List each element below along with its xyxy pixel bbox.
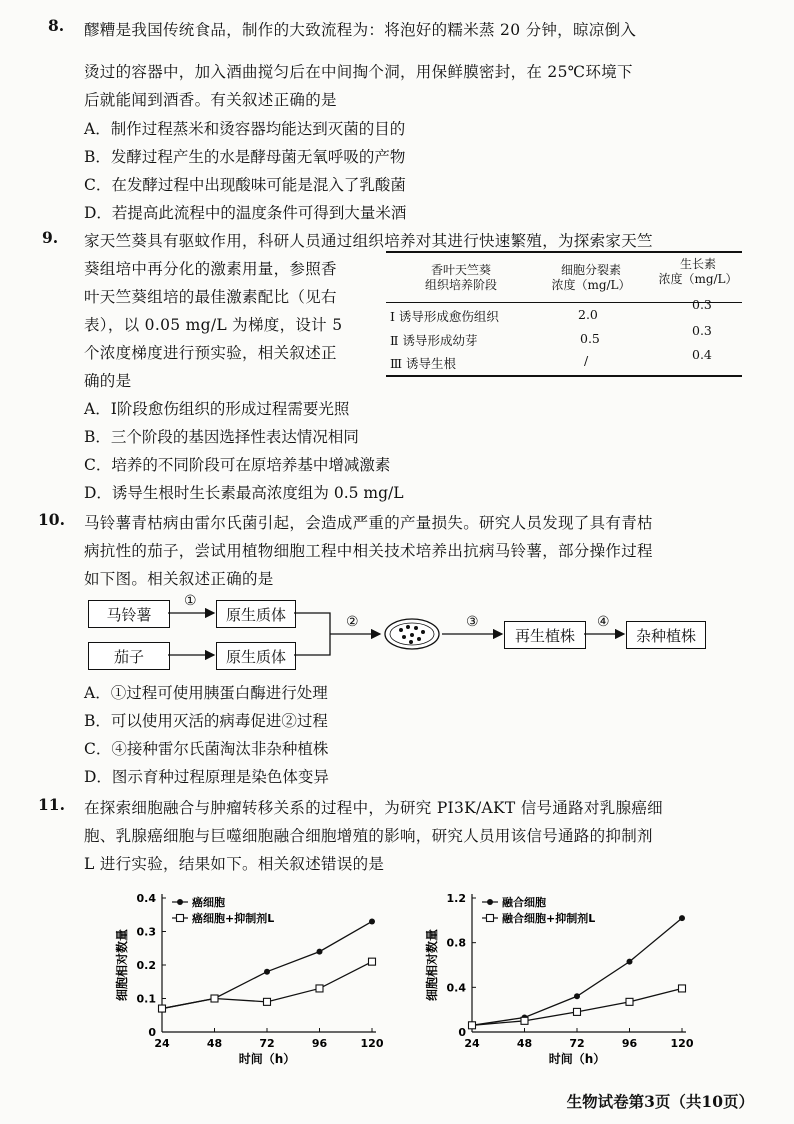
q10-stem-line: 病抗性的茄子，尝试用植物细胞工程中相关技术培养出抗病马铃薯，部分操作过程 [84, 542, 653, 560]
page-footer: 生物试卷第3页（共10页） [566, 1092, 754, 1111]
legend-marker-filled [177, 899, 183, 905]
x-tick-label: 48 [516, 1037, 533, 1050]
data-point-open [574, 1008, 581, 1015]
q10-option-a: A．①过程可使用胰蛋白酶进行处理 [84, 684, 328, 702]
q8-stem-line: 后就能闻到酒香。有关叙述正确的是 [84, 91, 337, 109]
step-label-1: ① [184, 593, 197, 609]
cell-dot [421, 630, 425, 634]
q8-option-a: A．制作过程蒸米和烫容器均能达到灭菌的目的 [84, 120, 406, 138]
potato-box: 马铃薯 [88, 600, 170, 628]
q9-option-c: C．培养的不同阶段可在原培养基中增减激素 [84, 456, 391, 474]
legend-marker-open [177, 915, 184, 922]
q8-stem-line: 醪糟是我国传统食品，制作的大致流程为：将泡好的糯米蒸 20 分钟，晾凉倒入 [84, 21, 637, 39]
q8-number: 8. [48, 16, 65, 35]
y-tick-label: 1.2 [446, 892, 466, 905]
cell-dot [414, 626, 418, 630]
data-point-open [316, 985, 323, 992]
q10-option-c: C．④接种雷尔氏菌淘汰非杂种植株 [84, 740, 329, 758]
y-tick-label: 0.8 [446, 936, 466, 950]
chart-fusion-cells [420, 880, 710, 1075]
table-header-stage-line1: 香叶天竺葵 [430, 263, 491, 277]
cell-dot [410, 633, 414, 637]
table-row-auxin: 0.3 [692, 323, 712, 338]
q10-stem-line: 马铃薯青枯病由雷尔氏菌引起，会造成严重的产量损失。研究人员发现了具有青枯 [84, 514, 653, 532]
y-tick-label: 0.2 [136, 959, 156, 972]
legend-label: 癌细胞 [192, 896, 225, 909]
table-header-auxin-line2: 浓度（mg/L） [658, 272, 738, 286]
q9-stem-line: 表），以 0.05 mg/L 为梯度，设计 5 [84, 316, 343, 334]
cell-dot [399, 628, 403, 632]
y-axis-label: 细胞相对数量 [115, 928, 129, 1002]
table-row-cytokinin: / [584, 353, 589, 368]
q11-number: 11. [38, 795, 65, 814]
table-header-stage-line2: 组织培养阶段 [424, 278, 497, 292]
data-point-filled [574, 993, 580, 999]
data-point-filled [679, 915, 685, 921]
protoplast-box-2: 原生质体 [216, 642, 296, 670]
data-point-open [626, 998, 633, 1005]
q10-stem-line: 如下图。相关叙述正确的是 [84, 570, 274, 588]
table-row-auxin: 0.3 [692, 297, 712, 312]
q11-stem-line: L 进行实验，结果如下。相关叙述错误的是 [84, 855, 385, 873]
q9-stem-line: 葵组培中再分化的激素用量，参照香 [84, 260, 337, 278]
data-point-open [211, 995, 218, 1002]
legend-label: 癌细胞+抑制剂L [192, 912, 275, 925]
x-tick-label: 24 [464, 1037, 480, 1050]
legend-marker-filled [487, 899, 493, 905]
step-label-3: ③ [466, 614, 479, 630]
data-point-filled [627, 959, 633, 965]
series-line [162, 921, 372, 1008]
merge-bracket [294, 613, 330, 655]
x-tick-label: 72 [569, 1037, 585, 1050]
data-point-filled [317, 949, 323, 955]
y-tick-label: 0 [458, 1026, 466, 1039]
y-tick-label: 0.1 [136, 992, 156, 1006]
q9-number: 9. [42, 228, 59, 247]
legend-marker-open [487, 915, 494, 922]
q10-option-b: B．可以使用灭活的病毒促进②过程 [84, 712, 328, 730]
q9-stem-line: 个浓度梯度进行预实验，相关叙述正 [84, 344, 337, 362]
data-point-filled [264, 969, 270, 975]
x-tick-label: 48 [206, 1037, 223, 1050]
q8-option-d: D．若提高此流程中的温度条件可得到大量米酒 [84, 204, 407, 222]
x-tick-label: 120 [360, 1037, 384, 1050]
hybrid-plant-box: 杂种植株 [626, 621, 706, 649]
data-point-filled [369, 918, 375, 924]
eggplant-box: 茄子 [88, 642, 170, 670]
y-tick-label: 0.4 [136, 892, 156, 905]
x-tick-label: 96 [311, 1037, 328, 1050]
data-point-open [679, 985, 686, 992]
step-label-4: ④ [597, 614, 610, 630]
table-row-stage: Ⅰ 诱导形成愈伤组织 [390, 309, 499, 324]
data-point-open [521, 1017, 528, 1024]
q9-stem-line: 叶天竺葵组培的最佳激素配比（见右 [84, 288, 337, 306]
protoplast-box-1: 原生质体 [216, 600, 296, 628]
table-row-cytokinin: 0.5 [580, 331, 600, 346]
chart-cancer-cells [110, 880, 400, 1075]
table-row-stage: Ⅱ 诱导形成幼芽 [390, 333, 478, 348]
q10-number: 10. [38, 510, 65, 529]
x-tick-label: 96 [621, 1037, 638, 1050]
table-header-cytokinin-line2: 浓度（mg/L） [551, 278, 631, 292]
data-point-open [469, 1022, 476, 1029]
table-header-cytokinin-line1: 细胞分裂素 [560, 263, 621, 277]
x-tick-label: 72 [259, 1037, 275, 1050]
q9-option-b: B．三个阶段的基因选择性表达情况相同 [84, 428, 359, 446]
x-axis-label: 时间（h） [238, 1052, 296, 1066]
step-label-2: ② [346, 614, 359, 630]
table-row-cytokinin: 2.0 [578, 307, 598, 322]
q9-option-d: D．诱导生根时生长素最高浓度组为 0.5 mg/L [84, 484, 404, 502]
q9-stem-line: 确的是 [84, 372, 132, 390]
q8-stem-line: 烫过的容器中，加入酒曲搅匀后在中间掏个洞，用保鲜膜密封，在 25℃环境下 [84, 63, 633, 81]
cell-dot [409, 640, 413, 644]
q8-option-b: B．发酵过程产生的水是酵母菌无氧呼吸的产物 [84, 148, 406, 166]
x-tick-label: 24 [154, 1037, 170, 1050]
x-tick-label: 120 [670, 1037, 694, 1050]
y-tick-label: 0.3 [136, 925, 156, 939]
y-axis-label: 细胞相对数量 [425, 928, 439, 1002]
cell-dot [417, 637, 421, 641]
data-point-open [369, 958, 376, 965]
table-row-auxin: 0.4 [692, 347, 712, 362]
y-tick-label: 0 [148, 1026, 156, 1039]
data-point-open [264, 998, 271, 1005]
q11-stem-line: 在探索细胞融合与肿瘤转移关系的过程中，为研究 PI3K/AKT 信号通路对乳腺癌细 [84, 799, 663, 817]
table-row-stage: Ⅲ 诱导生根 [390, 356, 457, 371]
data-point-open [159, 1005, 166, 1012]
cell-dot [402, 635, 406, 639]
x-axis-label: 时间（h） [548, 1052, 606, 1066]
cell-dot [406, 625, 410, 629]
q10-option-d: D．图示育种过程原理是染色体变异 [84, 768, 329, 786]
legend-label: 融合细胞+抑制剂L [502, 912, 596, 925]
q11-stem-line: 胞、乳腺癌细胞与巨噬细胞融合细胞增殖的影响，研究人员用该信号通路的抑制剂 [84, 827, 653, 845]
legend-label: 融合细胞 [502, 896, 546, 909]
q9-option-a: A．Ⅰ阶段愈伤组织的形成过程需要光照 [84, 400, 350, 418]
q9-stem-line: 家天竺葵具有驱蚊作用，科研人员通过组织培养对其进行快速繁殖，为探索家天竺 [84, 232, 653, 250]
table-header-auxin-line1: 生长素 [679, 257, 716, 271]
regenerated-plant-box: 再生植株 [504, 621, 586, 649]
q8-option-c: C．在发酵过程中出现酸味可能是混入了乳酸菌 [84, 176, 406, 194]
y-tick-label: 0.4 [446, 981, 466, 995]
